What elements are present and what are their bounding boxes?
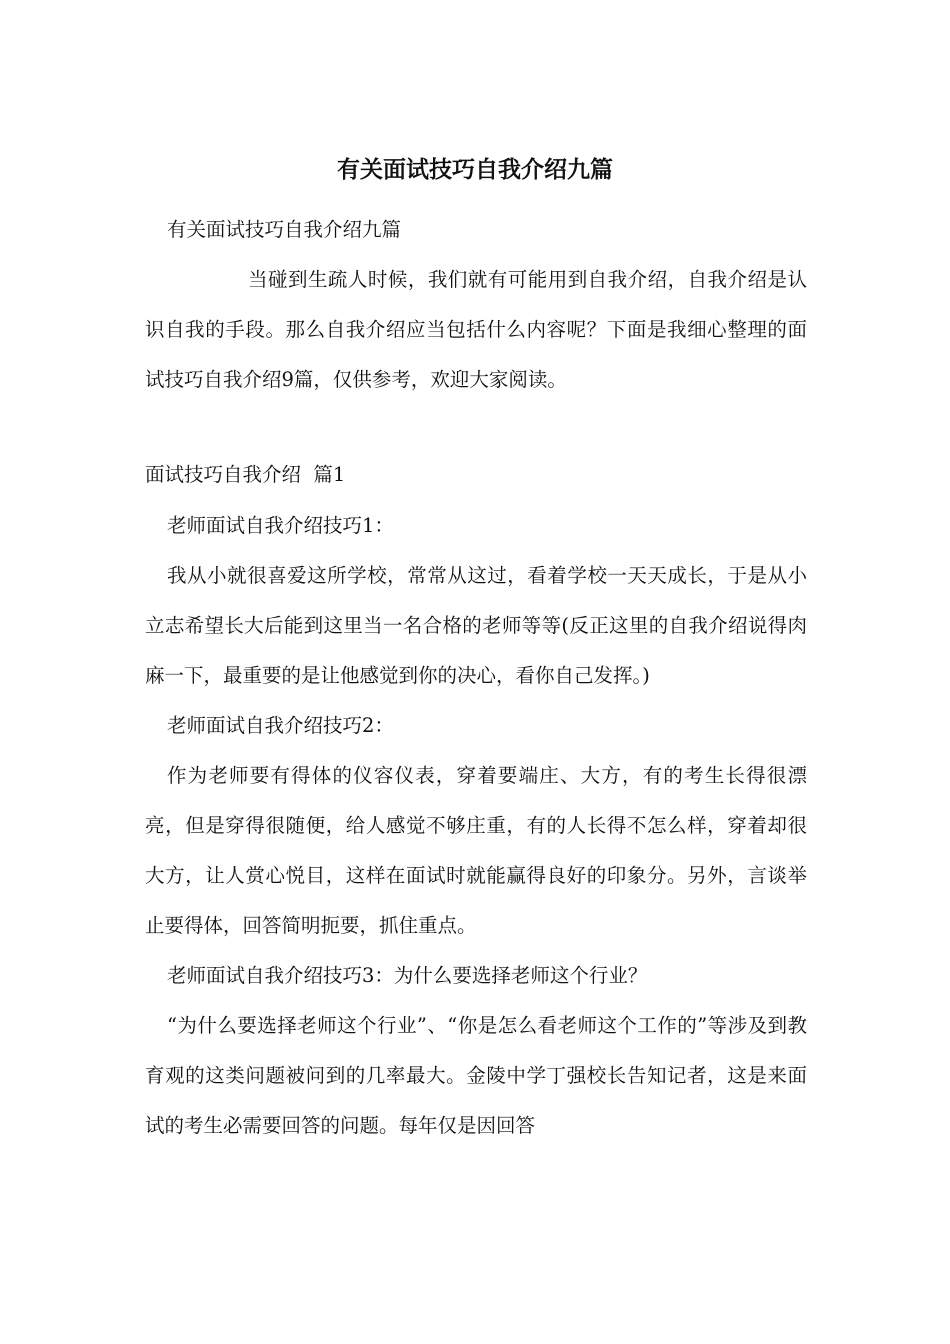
tip3-heading: 老师面试自我介绍技巧3：为什么要选择老师这个行业？ [167, 964, 648, 987]
section-heading: 面试技巧自我介绍 篇1 [145, 463, 346, 486]
tip3-paragraph: “为什么要选择老师这个行业”、“你是怎么看老师这个工作的”等涉及到教育观的这类问题被问到的几率最大。金陵中学丁强校长告知记者，这是来面试的考生必需要回答的问题。每年仅是因回答 [145, 1014, 807, 1137]
tip2-paragraph: 作为老师要有得体的仪容仪表，穿着要端庄、大方，有的考生长得很漂亮，但是穿得很随便，给人感觉不够庄重，有的人长得不怎么样，穿着却很大方，让人赏心悦目，这样在面试时就能赢得良好的印象分。另外，言谈举止要得体，回答简明扼要，抓住重点。 [145, 764, 807, 937]
tip1-paragraph: 我从小就很喜爱这所学校，常常从这过，看着学校一天天成长，于是从小立志希望长大后能到这里当一名合格的老师等等(反正这里的自我介绍说得肉麻一下，最重要的是让他感觉到你的决心，看你自己发挥。) [145, 564, 807, 687]
intro-paragraph: 当碰到生疏人时候，我们就有可能用到自我介绍，自我介绍是认识自我的手段。那么自我介绍应当包括什么内容呢？下面是我细心整理的面试技巧自我介绍9篇，仅供参考，欢迎大家阅读。 [145, 268, 807, 391]
tip2-heading: 老师面试自我介绍技巧2： [167, 714, 394, 737]
document-body [145, 205, 807, 1151]
tip1-heading: 老师面试自我介绍技巧1： [167, 514, 394, 537]
paragraph-spacer [145, 405, 807, 449]
document-title: 有关面试技巧自我介绍九篇 [337, 157, 613, 183]
subtitle-paragraph: 有关面试技巧自我介绍九篇 [167, 218, 402, 241]
